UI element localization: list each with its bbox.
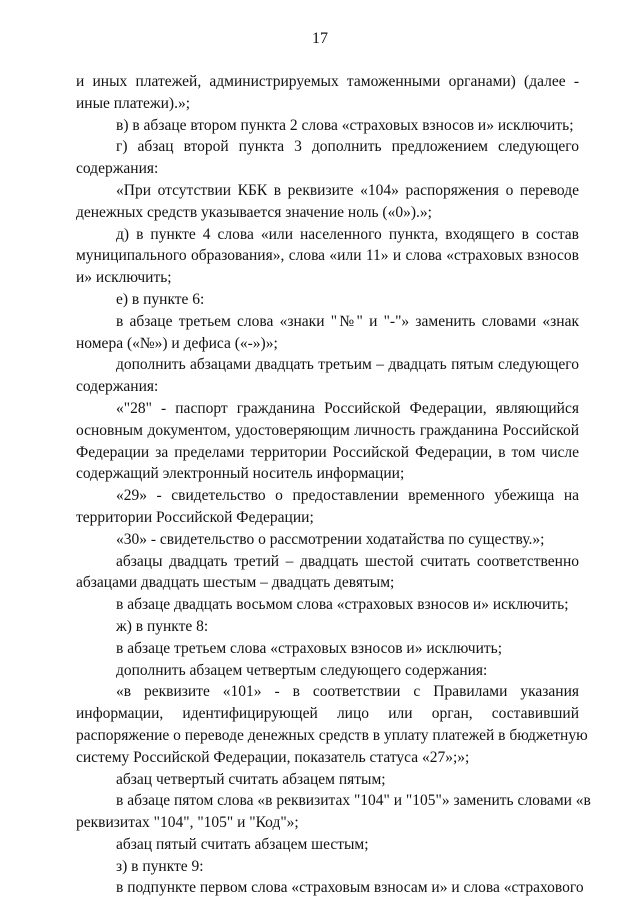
text-line: информации, идентифицирующей лицо или орган, составивший (76, 705, 579, 723)
document-body (76, 71, 591, 899)
text-line: дополнить абзацем четвертым следующего содержания: (116, 661, 488, 679)
text-line: денежных средств указывается значение ноль («0»).»; (76, 203, 432, 221)
text-line: иные платежи).»; (76, 94, 191, 112)
text-line: в абзаце третьем слова «знаки "№" и "-"» заменить словами «знак (116, 312, 579, 330)
text-line: систему Российской Федерации, показатель статуса «27»;»; (76, 748, 470, 766)
text-line: распоряжение о переводе денежных средств в уплату платежей в бюджетную (76, 726, 588, 744)
text-line: «При отсутствии КБК в реквизите «104» распоряжения о переводе (116, 181, 579, 199)
text-line: «"28" - паспорт гражданина Российской Федерации, являющийся (116, 399, 579, 417)
page-number: 17 (312, 30, 328, 47)
text-line: содержания: (76, 378, 159, 396)
text-line: реквизитах "104", "105" и "Код"»; (76, 814, 299, 832)
text-line: д) в пункте 4 слова «или населенного пункта, входящего в состав (116, 225, 579, 243)
text-line: в) в абзаце втором пункта 2 слова «страховых взносов и» исключить; (116, 116, 574, 134)
text-line: номера («№») и дефиса («-»)»; (76, 334, 278, 352)
text-line: ж) в пункте 8: (116, 617, 209, 635)
text-line: абзац четвертый считать абзацем пятым; (116, 770, 386, 788)
text-line: и иных платежей, администрируемых таможенными органами) (далее - (76, 73, 579, 90)
text-line: г) абзац второй пункта 3 дополнить предложением следующего (116, 138, 579, 156)
text-line: и» исключить; (76, 269, 172, 287)
text-line: «30» - свидетельство о рассмотрении ходатайства по существу.»; (116, 530, 545, 548)
text-line: абзацы двадцать третий – двадцать шестой считать соответственно (116, 552, 579, 570)
text-line: в абзаце третьем слова «страховых взносов и» исключить; (116, 639, 503, 657)
text-line: з) в пункте 9: (116, 857, 204, 875)
text-line: содержащий электронный носитель информации; (76, 465, 405, 483)
text-line: содержания: (76, 160, 159, 178)
text-line: основным документом, удостоверяющим личность гражданина Российской (76, 421, 579, 439)
text-line: в абзаце пятом слова «в реквизитах "104" и "105"» заменить словами «в (116, 792, 591, 810)
text-line: муниципального образования», слова «или 11» и слова «страховых взносов (76, 247, 579, 265)
text-line: дополнить абзацами двадцать третьим – двадцать пятым следующего (116, 356, 579, 374)
text-line: «в реквизите «101» - в соответствии с Правилами указания (116, 683, 579, 701)
text-line: в абзаце двадцать восьмом слова «страховых взносов и» исключить; (116, 596, 569, 614)
text-line: в подпункте первом слова «страховым взносам и» и слова «страхового (116, 879, 584, 897)
text-line: абзацами двадцать шестым – двадцать девятым; (76, 574, 395, 592)
text-line: абзац пятый считать абзацем шестым; (116, 835, 369, 853)
text-line: «29» - свидетельство о предоставлении временного убежища на (116, 487, 579, 505)
text-line: Федерации за пределами территории Российской Федерации, в том числе (76, 443, 579, 461)
text-line: е) в пункте 6: (116, 290, 205, 308)
text-line: территории Российской Федерации; (76, 508, 314, 526)
